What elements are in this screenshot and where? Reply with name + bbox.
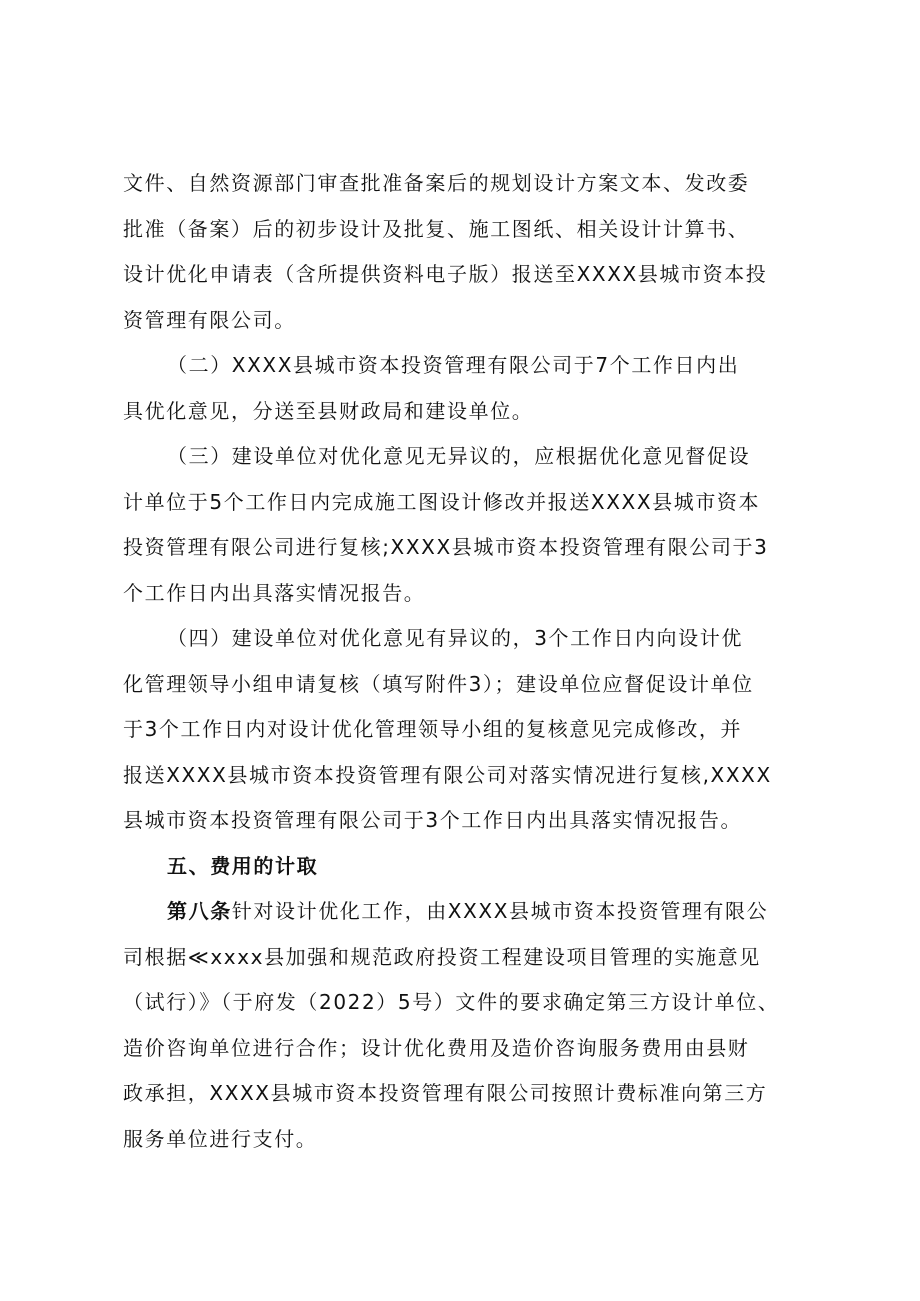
paragraph-line: 个工作日内出具落实情况报告。 xyxy=(123,580,426,605)
paragraph-item-3 xyxy=(123,434,803,616)
paragraph-line: 投资管理有限公司进行复核;XXXX县城市资本投资管理有限公司于3 xyxy=(123,535,769,559)
paragraph-line: 化管理领导小组申请复核（填写附件3）；建设单位应督促设计单位 xyxy=(123,671,754,696)
paragraph-line: （二）XXXX县城市资本投资管理有限公司于7个工作日内出 xyxy=(167,353,740,377)
paragraph-line: 司根据≪xxxx县加强和规范政府投资工程建设项目管理的实施意见 xyxy=(123,944,761,969)
paragraph-line xyxy=(123,889,803,935)
paragraph-line: 文件、自然资源部门审查批准备案后的规划设计方案文本、发改委 xyxy=(123,171,750,195)
section-heading: 五、费用的计取 xyxy=(167,853,319,878)
paragraph-item-2 xyxy=(123,343,803,434)
paragraph-line: 服务单位进行支付。 xyxy=(123,1126,318,1151)
paragraph-line: 资管理有限公司。 xyxy=(123,307,296,332)
paragraph-line: 政承担，XXXX县城市资本投资管理有限公司按照计费标准向第三方 xyxy=(123,1081,768,1105)
paragraph-line: （试行）》（于府发（2022）5号）文件的要求确定第三方设计单位、 xyxy=(123,990,780,1014)
paragraph-materials-submission xyxy=(123,161,803,343)
document-body xyxy=(123,161,803,1162)
article-label: 第八条 xyxy=(167,899,232,923)
paragraph-line: 造价咨询单位进行合作；设计优化费用及造价咨询服务费用由县财 xyxy=(123,1035,750,1060)
article-text: 针对设计优化工作，由XXXX县城市资本投资管理有限公 xyxy=(231,899,769,923)
paragraph-line: 报送XXXX县城市资本投资管理有限公司对落实情况进行复核,XXXX xyxy=(123,762,772,787)
paragraph-line: 于3个工作日内对设计优化管理领导小组的复核意见完成修改，并 xyxy=(123,717,743,741)
paragraph-article-8 xyxy=(123,889,803,1162)
paragraph-line: 县城市资本投资管理有限公司于3个工作日内出具落实情况报告。 xyxy=(123,808,743,832)
paragraph-line: （三）建设单位对优化意见无异议的，应根据优化意见督促设 xyxy=(167,444,751,468)
paragraph-line: 计单位于5个工作日内完成施工图设计修改并报送XXXX县城市资本 xyxy=(123,489,761,514)
paragraph-line: （四）建设单位对优化意见有异议的，3个工作日内向设计优 xyxy=(167,626,743,650)
paragraph-line: 批准（备案）后的初步设计及批复、施工图纸、相关设计计算书、 xyxy=(123,216,750,241)
paragraph-item-4 xyxy=(123,616,803,844)
paragraph-line: 设计优化申请表（含所提供资料电子版）报送至XXXX县城市资本投 xyxy=(123,262,768,286)
paragraph-line: 具优化意见，分送至县财政局和建设单位。 xyxy=(123,398,534,423)
